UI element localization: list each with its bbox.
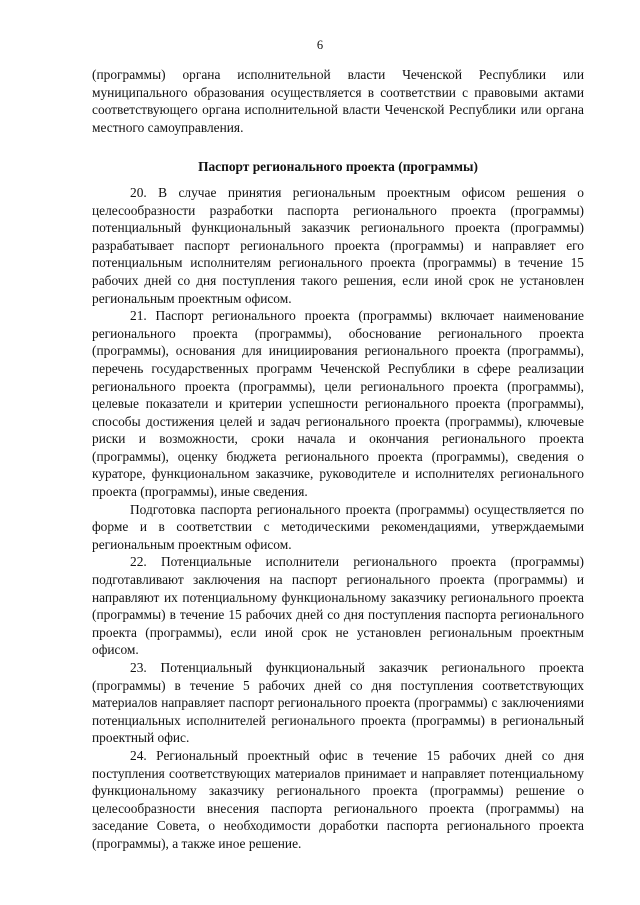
page-number: 6 — [316, 38, 324, 52]
paragraph-22: 22. Потенциальные исполнители регионального проекта (программы) подготавливают заключения на паспорт регионального проекта (программы) и направляют их потенциальному функциональному заказчику регионального проекта (программы) в течение 15 рабочих дней со дня поступления паспорта регионального проекта (программы), если иной срок не установлен региональным проектным офисом. — [92, 554, 584, 658]
paragraph-23: 23. Потенциальный функциональный заказчик регионального проекта (программы) в течение 5 рабочих дней со дня поступления соответствующих материалов направляет паспорт регионального проекта (программы) с заключениями потенциальных исполнителей регионального проекта (программы) в региональный проектный офис. — [92, 660, 584, 746]
intro-paragraph: (программы) органа исполнительной власти Чеченской Республики или муниципального образования осуществляется в соответствии с правовыми актами соответствующего органа исполнительной власти Чеченской Республики или органа местного самоуправления. — [92, 67, 584, 135]
paragraph-21: 21. Паспорт регионального проекта (программы) включает наименование регионального проекта (программы), обоснование регионального проекта (программы), основания для инициирования регионального проекта (программы), перечень государственных программ Чеченской Республики в сфере реализации регионального проекта (программы), цели регионального проекта (программы), целевые показатели и критерии успешности регионального проекта (программы), способы достижения целей и задач регионального проекта (программы), ключевые риски и возможности, сроки начала и окончания регионального проекта (программы), оценку бюджета регионального проекта (программы), сведения о кураторе, функциональном заказчике, руководителе и исполнителях регионального проекта (программы), иные сведения. — [92, 308, 584, 500]
document-body — [92, 66, 584, 853]
paragraph-21-continued: Подготовка паспорта регионального проекта (программы) осуществляется по форме и в соответствии с методическими рекомендациями, утверждаемыми региональным проектным офисом. — [92, 501, 584, 552]
paragraph-24: 24. Региональный проектный офис в течение 15 рабочих дней со дня поступления соответствующих материалов принимает и направляет потенциальному функциональному заказчику регионального проекта (программы) решение о целесообразности внесения паспорта регионального проекта (программы) на заседание Совета, о необходимости доработки паспорта регионального проекта (программы), а также иное решение. — [92, 747, 584, 851]
section-heading: Паспорт регионального проекта (программы) — [198, 159, 478, 175]
paragraph-20: 20. В случае принятия региональным проектным офисом решения о целесообразности разработки паспорта регионального проекта (программы) потенциальный функциональный заказчик регионального проекта (программы) разрабатывает паспорт регионального проекта (программы) и направляет его потенциальным исполнителям регионального проекта (программы) в течение 15 рабочих дней со дня поступления такого решения, если иной срок не установлен региональным проектным офисом. — [92, 184, 584, 306]
